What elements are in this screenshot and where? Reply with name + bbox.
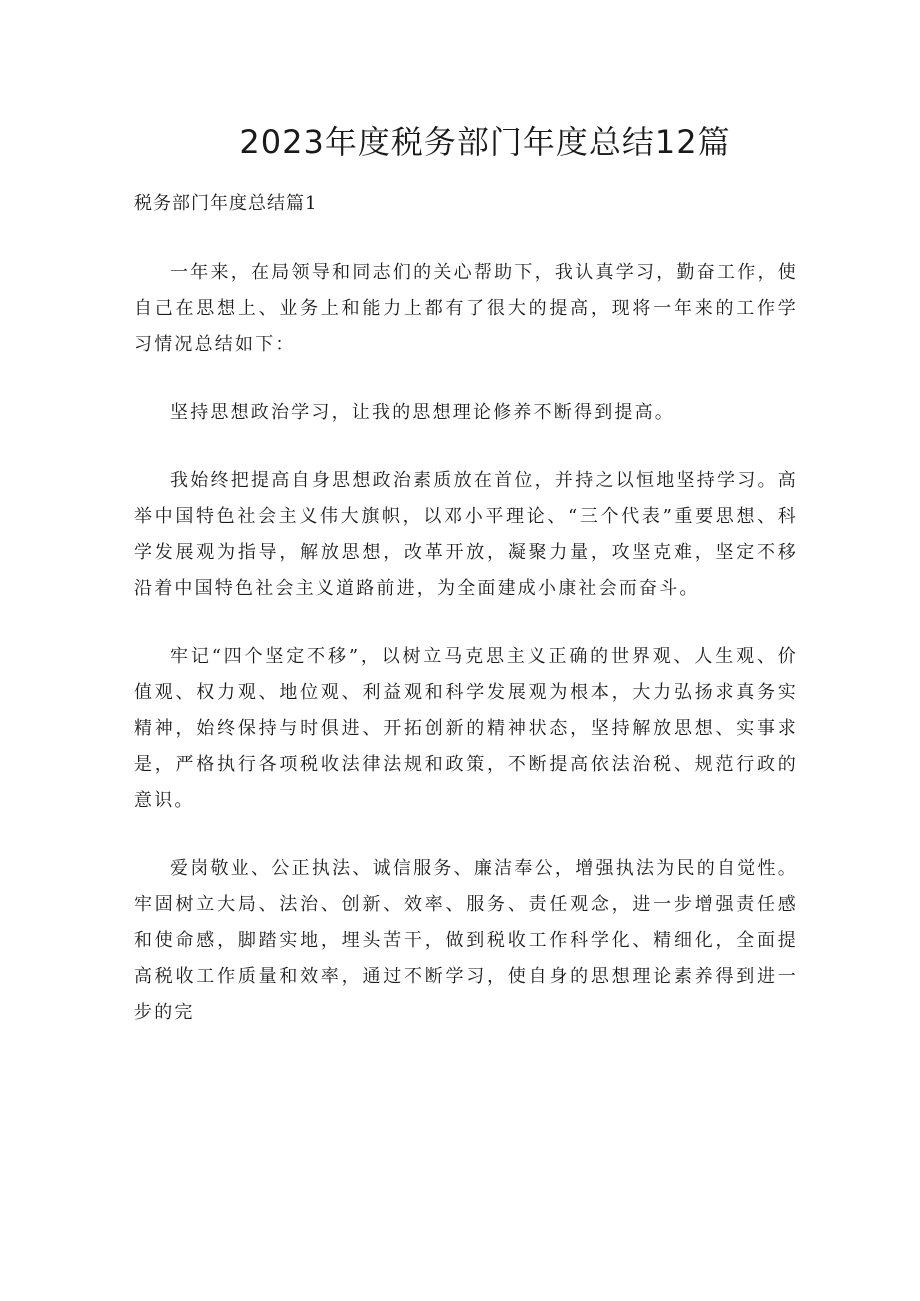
- section-heading: 税务部门年度总结篇1: [134, 193, 318, 214]
- paragraph: 牢记“四个坚定不移”，以树立马克思主义正确的世界观、人生观、价值观、权力观、地位观、利益观和科学发展观为根本，大力弘扬求真务实精神，始终保持与时俱进、开拓创新的精神状态，坚持解放思想、实事求是，严格执行各项税收法律法规和政策，不断提高依法治税、规范行政的意识。: [134, 646, 798, 811]
- paragraph: 一年来，在局领导和同志们的关心帮助下，我认真学习，勤奋工作，使自己在思想上、业务上和能力上都有了很大的提高，现将一年来的工作学习情况总结如下：: [134, 262, 798, 355]
- document-body: [134, 255, 798, 1063]
- paragraph: 爱岗敬业、公正执法、诚信服务、廉洁奉公，增强执法为民的自觉性。牢固树立大局、法治、创新、效率、服务、责任观念，进一步增强责任感和使命感，脚踏实地，埋头苦干，做到税收工作科学化、精细化，全面提高税收工作质量和效率，通过不断学习，使自身的思想理论素养得到进一步的完: [134, 858, 798, 1023]
- document-title: 2023年度税务部门年度总结12篇: [239, 123, 731, 161]
- paragraph: 我始终把提高自身思想政治素质放在首位，并持之以恒地坚持学习。高举中国特色社会主义伟大旗帜，以邓小平理论、“三个代表”重要思想、科学发展观为指导，解放思想，改革开放，凝聚力量，攻坚克难，坚定不移沿着中国特色社会主义道路前进，为全面建成小康社会而奋斗。: [134, 470, 798, 599]
- paragraph: 坚持思想政治学习，让我的思想理论修养不断得到提高。: [170, 402, 675, 423]
